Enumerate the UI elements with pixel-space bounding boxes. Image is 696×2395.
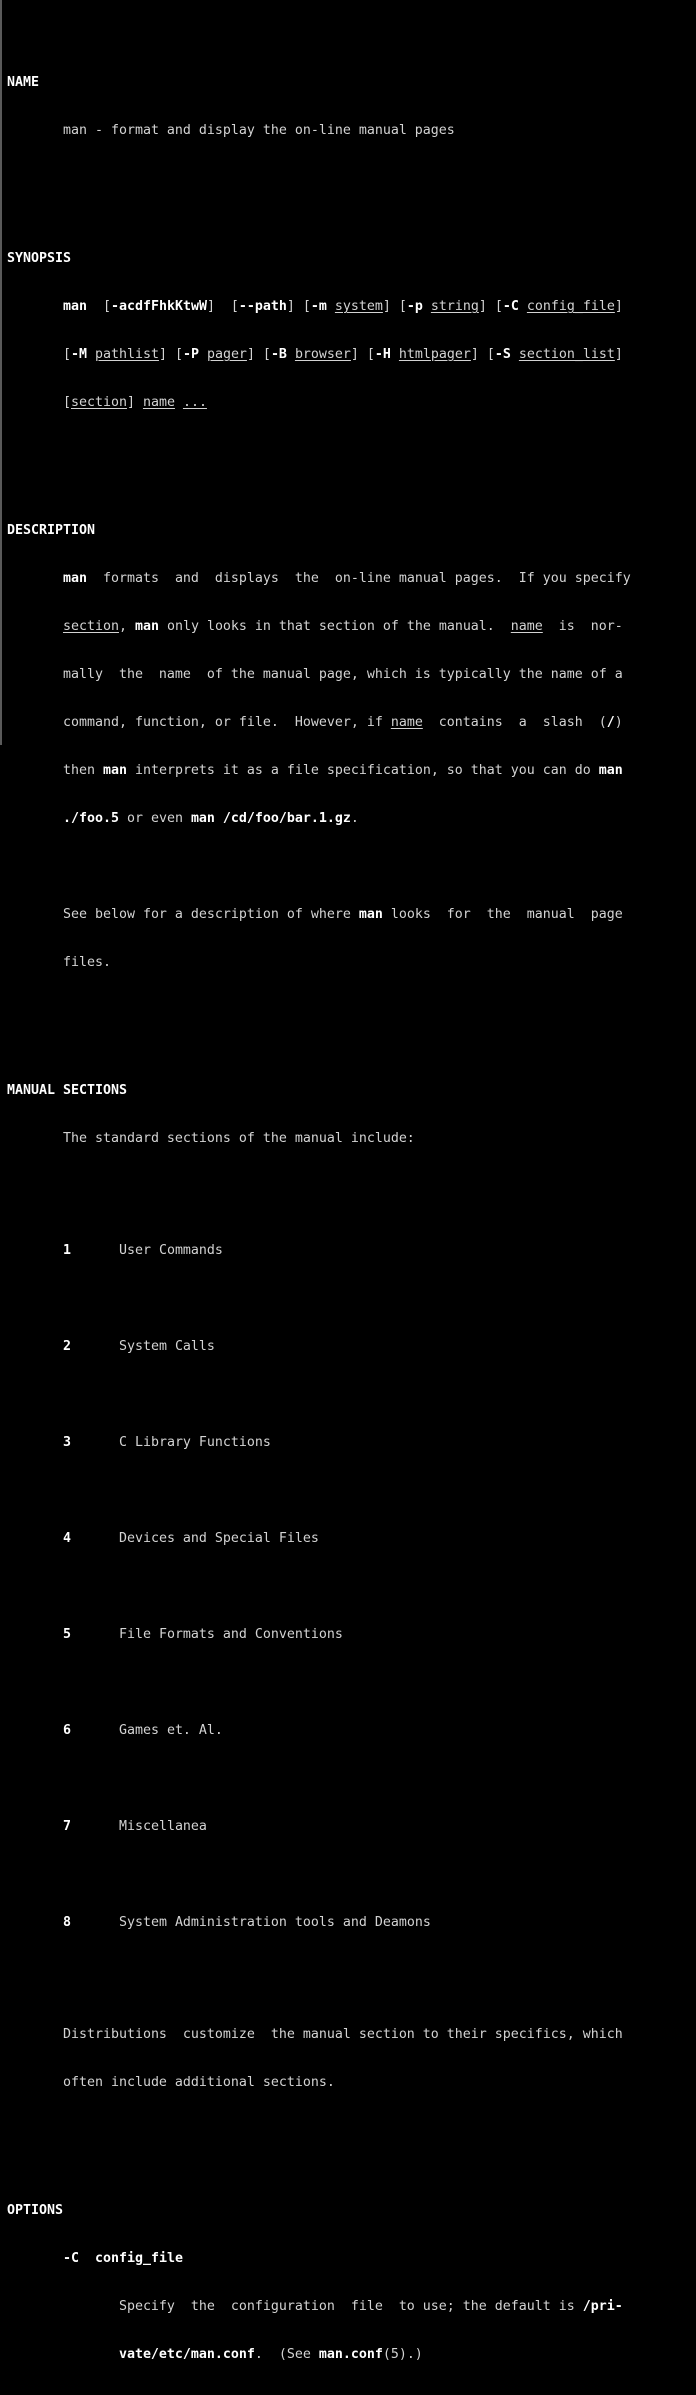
text: Distributions customize the manual section to their specifics, which bbox=[62, 2027, 623, 2042]
option-arg: ... bbox=[182, 395, 207, 410]
bold-text: ./foo.5 bbox=[62, 811, 119, 826]
text: Specify the configuration file to use; the default is bbox=[118, 2299, 583, 2314]
section-number: 5 bbox=[62, 1627, 71, 1642]
section-heading-options bbox=[7, 2203, 631, 2219]
punct: ] [ bbox=[350, 347, 375, 362]
punct: ] bbox=[614, 347, 623, 362]
synopsis-line-1 bbox=[7, 299, 631, 315]
punct: [ bbox=[62, 395, 71, 410]
description-p2-line-1 bbox=[7, 907, 631, 923]
option-flag: -m bbox=[310, 299, 327, 314]
option-arg: browser bbox=[294, 347, 351, 362]
punct: ] [ bbox=[382, 299, 407, 314]
text: . bbox=[350, 811, 359, 826]
punct: ] [ bbox=[470, 347, 495, 362]
punct: ] [ bbox=[246, 347, 271, 362]
bold-text: man bbox=[358, 907, 383, 922]
manual-sections-footer-line-1 bbox=[7, 2027, 631, 2043]
blank-line bbox=[7, 1179, 631, 1195]
option-arg: config_file bbox=[526, 299, 615, 314]
section-label: System Calls bbox=[118, 1339, 215, 1354]
blank-line bbox=[7, 1483, 631, 1499]
section-heading-name bbox=[7, 75, 631, 91]
heading-text: MANUAL SECTIONS bbox=[7, 1083, 127, 1098]
section-number: 4 bbox=[62, 1531, 71, 1546]
text: then bbox=[62, 763, 103, 778]
description-p2-line-2 bbox=[7, 955, 631, 971]
punct bbox=[511, 347, 519, 362]
punct: [ bbox=[62, 347, 71, 362]
underlined-text: section bbox=[62, 619, 119, 634]
option-flag: -B bbox=[270, 347, 287, 362]
option-flag: -C bbox=[502, 299, 519, 314]
heading-text: SYNOPSIS bbox=[7, 251, 71, 266]
section-number: 6 bbox=[62, 1723, 71, 1738]
punct: ] [ bbox=[206, 299, 239, 314]
text: files. bbox=[62, 955, 111, 970]
blank-line bbox=[7, 1003, 631, 1019]
text: . (See bbox=[254, 2347, 319, 2362]
section-label: C Library Functions bbox=[118, 1435, 271, 1450]
heading-text: DESCRIPTION bbox=[7, 523, 95, 538]
text: See below for a description of where bbox=[62, 907, 359, 922]
list-item bbox=[7, 1435, 631, 1451]
punct bbox=[519, 299, 527, 314]
list-item bbox=[7, 1243, 631, 1259]
option-c-header bbox=[7, 2251, 631, 2267]
punct: [ bbox=[86, 299, 111, 314]
underlined-text: name bbox=[510, 619, 543, 634]
punct bbox=[175, 395, 183, 410]
list-item bbox=[7, 1723, 631, 1739]
heading-text: OPTIONS bbox=[7, 2203, 63, 2218]
option-c-desc-line-1 bbox=[7, 2299, 631, 2315]
section-label: Games et. Al. bbox=[118, 1723, 223, 1738]
text: (5).) bbox=[382, 2347, 423, 2362]
terminal-output bbox=[7, 11, 631, 2395]
blank-line bbox=[7, 1963, 631, 1979]
punct: ] [ bbox=[158, 347, 183, 362]
option-flag: -C bbox=[62, 2251, 79, 2266]
blank-line bbox=[7, 1579, 631, 1595]
section-heading-manual-sections bbox=[7, 1083, 631, 1099]
option-flag: -M bbox=[70, 347, 87, 362]
list-item bbox=[7, 1915, 631, 1931]
synopsis-line-2 bbox=[7, 347, 631, 363]
blank-line bbox=[7, 859, 631, 875]
bold-text: vate/etc/man.conf bbox=[118, 2347, 255, 2362]
window-left-border bbox=[0, 0, 2, 745]
text: or even bbox=[118, 811, 191, 826]
bold-text: / bbox=[606, 715, 615, 730]
option-c-desc-line-2 bbox=[7, 2347, 631, 2363]
punct: ] bbox=[126, 395, 143, 410]
text: is nor- bbox=[542, 619, 623, 634]
option-arg: name bbox=[142, 395, 175, 410]
punct: ] [ bbox=[478, 299, 503, 314]
section-label: System Administration tools and Deamons bbox=[118, 1915, 431, 1930]
blank-line bbox=[7, 1387, 631, 1403]
list-item bbox=[7, 1339, 631, 1355]
description-line-3 bbox=[7, 667, 631, 683]
option-arg: config_file bbox=[94, 2251, 183, 2266]
punct bbox=[327, 299, 335, 314]
bold-text: man bbox=[598, 763, 623, 778]
option-flag: -P bbox=[182, 347, 199, 362]
punct bbox=[87, 347, 95, 362]
punct bbox=[287, 347, 295, 362]
option-arg: pathlist bbox=[94, 347, 159, 362]
command-name: man bbox=[62, 299, 87, 314]
text: The standard sections of the manual include: bbox=[62, 1131, 415, 1146]
option-flag: -p bbox=[406, 299, 423, 314]
description-line-2 bbox=[7, 619, 631, 635]
section-heading-synopsis bbox=[7, 251, 631, 267]
option-arg: system bbox=[334, 299, 383, 314]
name-line bbox=[7, 123, 631, 139]
section-heading-description bbox=[7, 523, 631, 539]
bold-text: man.conf bbox=[318, 2347, 383, 2362]
description-line-6 bbox=[7, 811, 631, 827]
list-item bbox=[7, 1531, 631, 1547]
section-number: 8 bbox=[62, 1915, 71, 1930]
manual-sections-intro bbox=[7, 1131, 631, 1147]
option-flag: -S bbox=[494, 347, 511, 362]
section-number: 1 bbox=[62, 1243, 71, 1258]
list-item bbox=[7, 1819, 631, 1835]
text: ) bbox=[614, 715, 623, 730]
option-arg: htmlpager bbox=[398, 347, 471, 362]
section-label: Miscellanea bbox=[118, 1819, 207, 1834]
section-label: File Formats and Conventions bbox=[118, 1627, 343, 1642]
blank-line bbox=[7, 1291, 631, 1307]
bold-text: man bbox=[62, 571, 87, 586]
text: , bbox=[118, 619, 135, 634]
option-flag: --path bbox=[238, 299, 287, 314]
section-number: 7 bbox=[62, 1819, 71, 1834]
punct bbox=[199, 347, 207, 362]
blank-line bbox=[7, 171, 631, 187]
blank-line bbox=[7, 443, 631, 459]
blank-line bbox=[7, 2123, 631, 2139]
blank-line bbox=[7, 1867, 631, 1883]
section-number: 2 bbox=[62, 1339, 71, 1354]
blank-line bbox=[7, 1771, 631, 1787]
punct: ] bbox=[614, 299, 623, 314]
indent bbox=[7, 123, 63, 138]
text: often include additional sections. bbox=[62, 2075, 335, 2090]
text: formats and displays the on-line manual pages. If you specify bbox=[86, 571, 631, 586]
description-line-5 bbox=[7, 763, 631, 779]
section-label: User Commands bbox=[118, 1243, 223, 1258]
punct bbox=[391, 347, 399, 362]
name-description: man - format and display the on-line manual pages bbox=[62, 123, 455, 138]
bold-text: man /cd/foo/bar.1.gz bbox=[190, 811, 351, 826]
option-arg: section_list bbox=[518, 347, 615, 362]
text: interprets it as a file specification, so that you can do bbox=[126, 763, 599, 778]
text: command, function, or file. However, if bbox=[62, 715, 391, 730]
punct: ] [ bbox=[286, 299, 311, 314]
manual-sections-footer-line-2 bbox=[7, 2075, 631, 2091]
heading-text: NAME bbox=[7, 75, 39, 90]
section-label: Devices and Special Files bbox=[118, 1531, 319, 1546]
list-item bbox=[7, 1627, 631, 1643]
description-line-4 bbox=[7, 715, 631, 731]
option-flag: -H bbox=[374, 347, 391, 362]
option-arg: string bbox=[430, 299, 479, 314]
option-flag: -acdfFhkKtwW bbox=[110, 299, 207, 314]
text: contains a slash ( bbox=[422, 715, 607, 730]
section-number: 3 bbox=[62, 1435, 71, 1450]
synopsis-line-3 bbox=[7, 395, 631, 411]
text: mally the name of the manual page, which is typically the name of a bbox=[62, 667, 623, 682]
bold-text: /pri- bbox=[582, 2299, 623, 2314]
underlined-text: name bbox=[390, 715, 423, 730]
bold-text: man bbox=[102, 763, 127, 778]
option-arg: pager bbox=[206, 347, 247, 362]
text: looks for the manual page bbox=[382, 907, 623, 922]
text: only looks in that section of the manual. bbox=[158, 619, 511, 634]
option-arg: section bbox=[70, 395, 127, 410]
bold-text: man bbox=[134, 619, 159, 634]
blank-line bbox=[7, 1675, 631, 1691]
punct bbox=[423, 299, 431, 314]
description-line-1 bbox=[7, 571, 631, 587]
